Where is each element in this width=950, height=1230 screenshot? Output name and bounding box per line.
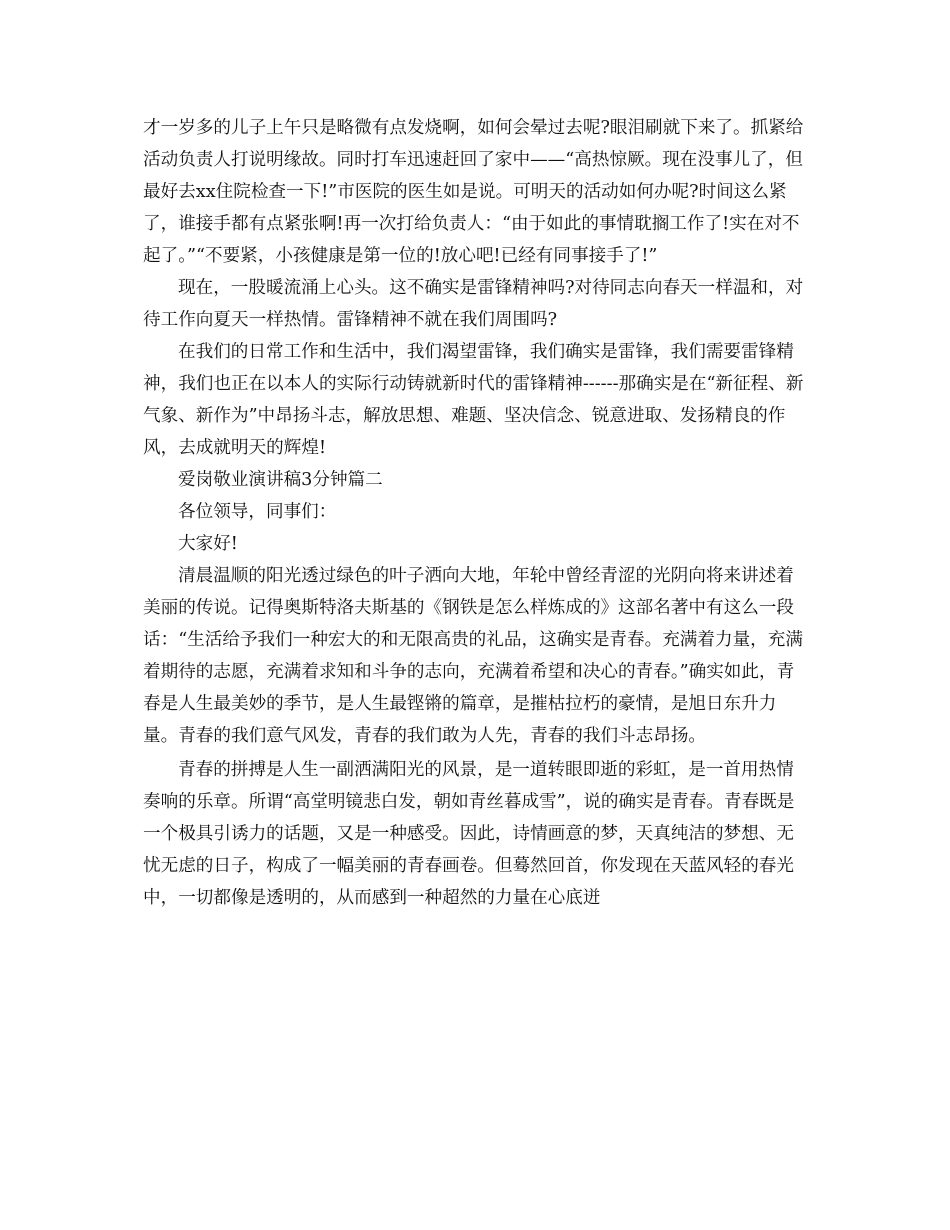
salutation: 各位领导，同事们： <box>178 502 337 522</box>
document-body <box>143 112 807 914</box>
paragraph-warm-heart: 现在，一股暖流涌上心头。这不确实是雷锋精神吗?对待同志向春天一样温和，对待工作向夏天一样热情。雷锋精神不就在我们周围吗? <box>143 278 804 330</box>
paragraph-sick-child: 才一岁多的儿子上午只是略微有点发烧啊，如何会晕过去呢?眼泪刷就下来了。抓紧给活动负责人打说明缘故。同时打车迅速赶回了家中——“高热惊厥。现在没事儿了，但最好去xx住院检查一下!”市医院的医生如是说。可明天的活动如何办呢?时间这么紧了，谁接手都有点紧张啊!再一次打给负责人：“由于如此的事情耽搁工作了!实在对不起了。”“不要紧，小孩健康是第一位的!放心吧!已经有同事接手了!” <box>143 118 804 266</box>
paragraph-youth-struggle: 青春的拼搏是人生一副洒满阳光的风景，是一道转眼即逝的彩虹，是一首用热情奏响的乐章。所谓“高堂明镜悲白发，朝如青丝暮成雪”，说的确实是青春。青春既是一个极具引诱力的话题，又是一种感受。因此，诗情画意的梦，天真纯洁的梦想、无忧无虑的日子，构成了一幅美丽的青春画卷。但蓦然回首，你发现在天蓝风轻的春光中，一切都像是透明的，从而感到一种超然的力量在心底迸 <box>143 760 795 908</box>
section-title: 爱岗敬业演讲稿3分钟篇二 <box>178 470 383 490</box>
greeting: 大家好! <box>178 534 238 554</box>
paragraph-lei-feng-spirit: 在我们的日常工作和生活中，我们渴望雷锋，我们确实是雷锋，我们需要雷锋精神，我们也正在以本人的实际行动铸就新时代的雷锋精神------那确实是在“新征程、新气象、新作为”中昂扬斗志，解放思想、难题、坚决信念、锐意进取、发扬精良的作风，去成就明天的辉煌! <box>143 342 804 458</box>
paragraph-youth: 清晨温顺的阳光透过绿色的叶子洒向大地，年轮中曾经青涩的光阴向将来讲述着美丽的传说。记得奥斯特洛夫斯基的《钢铁是怎么样炼成的》这部名著中有这么一段话：“生活给予我们一种宏大的和无限高贵的礼品，这确实是青春。充满着力量，充满着期待的志愿，充满着求知和斗争的志向，充满着希望和决心的青春。”确实如此，青春是人生最美妙的季节，是人生最铿锵的篇章，是摧枯拉朽的豪情，是旭日东升力量。青春的我们意气风发，青春的我们敢为人先，青春的我们斗志昂扬。 <box>143 566 803 746</box>
